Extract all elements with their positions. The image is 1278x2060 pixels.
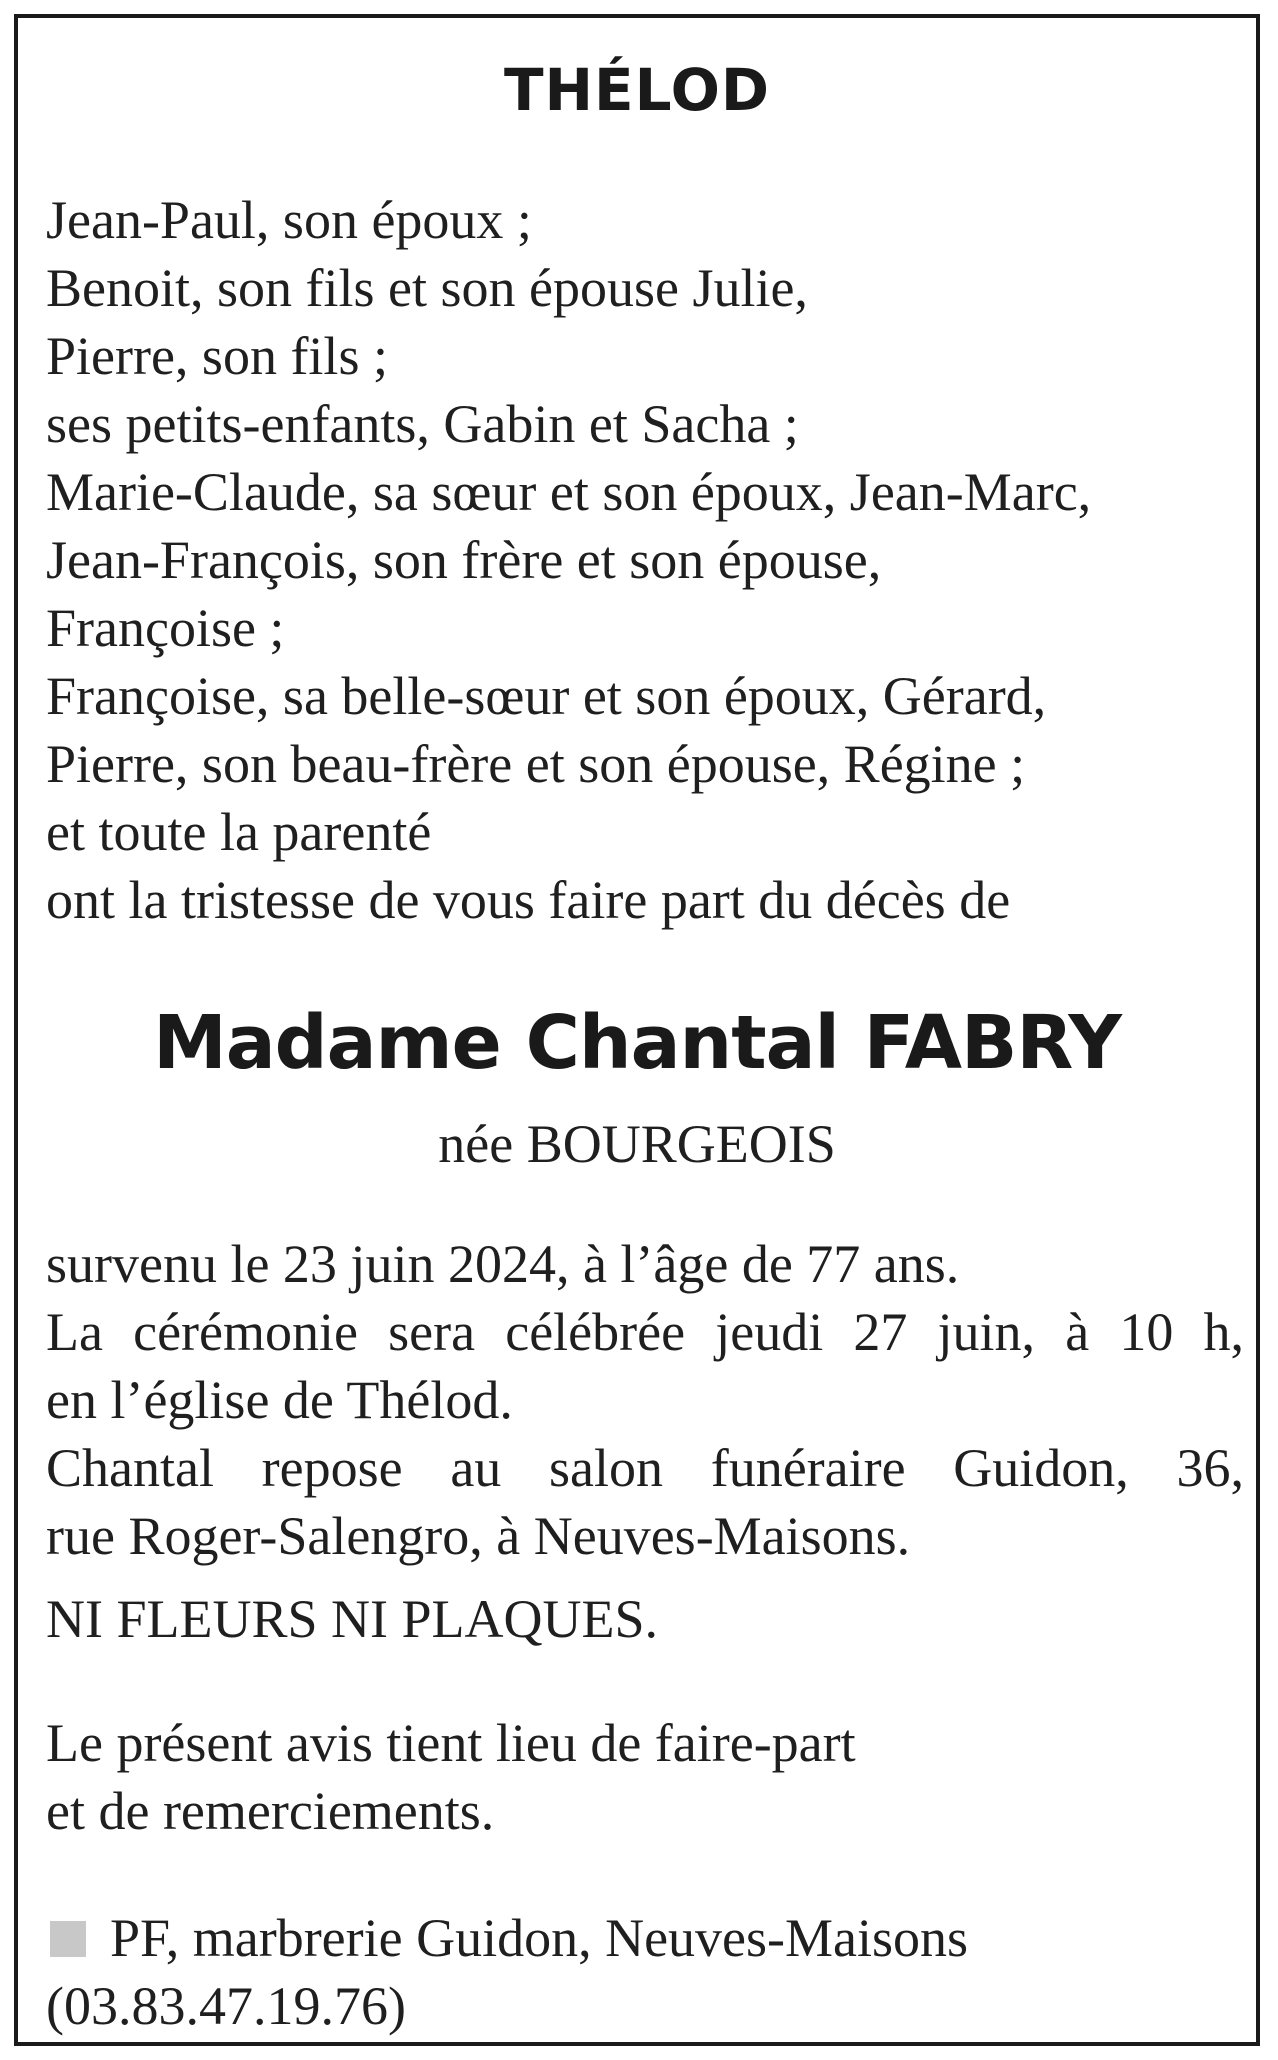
- square-bullet-icon: [50, 1921, 86, 1957]
- family-line: Françoise ;: [46, 598, 285, 658]
- family-list: [46, 186, 1246, 934]
- thanks-notice: [46, 1709, 1246, 1845]
- funeral-home-info: [46, 1904, 1246, 2040]
- thanks-line: Le présent avis tient lieu de faire-part: [46, 1713, 856, 1773]
- detail-line: survenu le 23 juin 2024, à l’âge de 77 ans.: [46, 1234, 960, 1294]
- family-line: Benoit, son fils et son épouse Julie,: [46, 258, 808, 318]
- family-line: Jean-Paul, son époux ;: [46, 190, 532, 250]
- detail-line: La cérémonie sera célébrée jeudi 27 juin, à 10 h,: [46, 1302, 1244, 1362]
- detail-line: rue Roger-Salengro, à Neuves-Maisons.: [46, 1506, 911, 1566]
- funeral-home-line: [46, 1904, 1246, 1972]
- family-line: Jean-François, son frère et son épouse,: [46, 530, 882, 590]
- detail-line: Chantal repose au salon funéraire Guidon, 36,: [46, 1438, 1244, 1498]
- thanks-line: et de remerciements.: [46, 1781, 495, 1841]
- obituary-notice: [14, 14, 1260, 2046]
- family-line: Pierre, son fils ;: [46, 326, 388, 386]
- no-flowers-notice: NI FLEURS NI PLAQUES.: [46, 1589, 659, 1649]
- detail-line: en l’église de Thélod.: [46, 1370, 513, 1430]
- funeral-home-phone: (03.83.47.19.76): [46, 1976, 406, 2036]
- family-line: Pierre, son beau-frère et son épouse, Régine ;: [46, 734, 1026, 794]
- family-line: ses petits-enfants, Gabin et Sacha ;: [46, 394, 799, 454]
- family-line: ont la tristesse de vous faire part du décès de: [46, 870, 1011, 930]
- ceremony-details: [46, 1230, 1246, 1570]
- family-line: et toute la parenté: [46, 802, 432, 862]
- family-line: Françoise, sa belle-sœur et son époux, Gérard,: [46, 666, 1047, 726]
- town-heading: THÉLOD: [503, 56, 771, 124]
- deceased-name: Madame Chantal FABRY: [153, 1000, 1121, 1086]
- family-line: Marie-Claude, sa sœur et son époux, Jean-Marc,: [46, 462, 1092, 522]
- maiden-name: née BOURGEOIS: [438, 1114, 836, 1174]
- funeral-home-name: PF, marbrerie Guidon, Neuves-Maisons: [110, 1908, 969, 1968]
